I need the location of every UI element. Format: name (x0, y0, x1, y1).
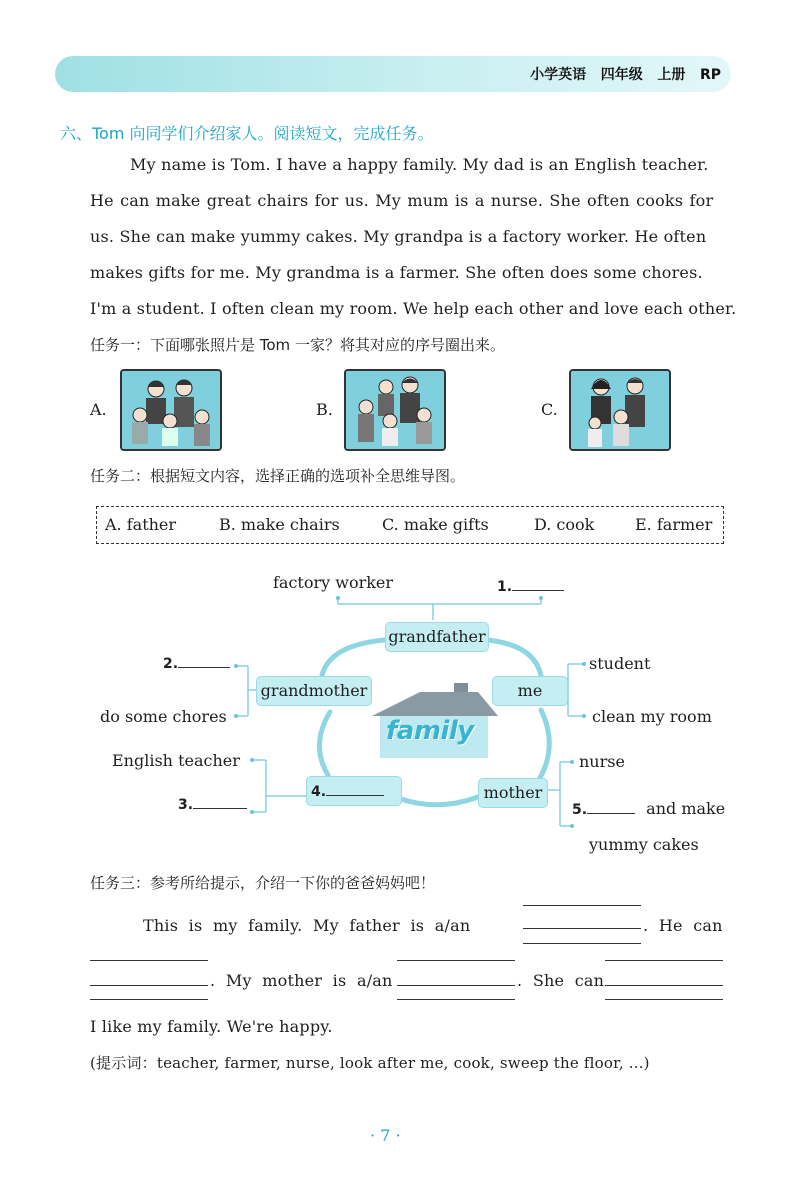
passage-line-5: I'm a student. I often clean my room. We help each other and love each other. (90, 299, 737, 318)
task3-hint: (提示词：teacher, farmer, nurse, look after me, cook, sweep the floor, ...) (90, 1054, 650, 1072)
option-c-label[interactable]: C. (541, 400, 558, 419)
writing-line (523, 943, 641, 944)
blank-4-number: 4. (311, 784, 327, 800)
task3-title: 任务三：参考所给提示，介绍一下你的爸爸妈妈吧！ (90, 874, 436, 892)
choice-c: C. make gifts (382, 515, 489, 534)
task3-line2-a: . My mother is a/an (210, 971, 393, 990)
blank-3-number: 3. (178, 797, 194, 813)
leaf-do-chores: do some chores (100, 707, 227, 726)
passage-line-2: He can make great chairs for us. My mum is a nurse. She often cooks for (90, 191, 714, 210)
blank-1-number: 1. (497, 579, 513, 595)
option-a-label[interactable]: A. (90, 400, 107, 419)
mindmap-center: family (386, 716, 474, 746)
writing-line[interactable] (397, 985, 515, 986)
leaf-blank-5[interactable] (572, 799, 725, 818)
passage-line-3: us. She can make yummy cakes. My grandpa is a factory worker. He often (90, 227, 707, 246)
blank-1[interactable] (512, 590, 564, 591)
section-title: 六、Tom 向同学们介绍家人。阅读短文，完成任务。 (60, 124, 434, 143)
page-number: · 7 · (370, 1126, 401, 1145)
leaf-factory-worker: factory worker (273, 573, 394, 592)
task3-line1-b: . He can (643, 916, 723, 935)
blank-5[interactable] (587, 813, 635, 814)
leaf-english-teacher: English teacher (112, 751, 240, 770)
node-mother: mother (478, 778, 548, 808)
leaf-student: student (589, 654, 651, 673)
writing-line (605, 999, 723, 1000)
blank-3[interactable] (193, 808, 247, 809)
task3-line1-a: This is my family. My father is a/an (143, 916, 471, 935)
writing-line (397, 999, 515, 1000)
choice-e: E. farmer (635, 515, 713, 534)
node-grandmother: grandmother (256, 676, 372, 706)
writing-line[interactable] (523, 928, 641, 929)
option-b-label[interactable]: B. (316, 400, 333, 419)
task2-title: 任务二：根据短文内容，选择正确的选项补全思维导图。 (90, 467, 466, 485)
leaf-nurse: nurse (579, 752, 625, 771)
writing-line (90, 960, 208, 961)
node-me: me (492, 676, 568, 706)
leaf-yummy-cakes: yummy cakes (589, 835, 699, 854)
writing-line[interactable] (605, 985, 723, 986)
node-father-blank[interactable] (306, 776, 402, 806)
blank-5-number: 5. (572, 802, 588, 818)
blank-2-number: 2. (163, 656, 179, 672)
leaf-clean-room: clean my room (592, 707, 712, 726)
choice-a: A. father (105, 515, 177, 534)
choice-b: B. make chairs (219, 515, 340, 534)
writing-line (397, 960, 515, 961)
task3-line3: I like my family. We're happy. (90, 1017, 333, 1036)
choice-d: D. cook (534, 515, 595, 534)
writing-line (605, 960, 723, 961)
leaf-blank-3[interactable] (178, 794, 247, 813)
leaf-and-make: and make (646, 799, 726, 818)
blank-2[interactable] (178, 667, 230, 668)
writing-line (90, 999, 208, 1000)
leaf-blank-1[interactable] (497, 576, 564, 595)
header-text: 小学英语 四年级 上册 RP (530, 67, 721, 83)
leaf-blank-2[interactable] (163, 653, 230, 672)
blank-4[interactable] (326, 795, 384, 796)
task1-title: 任务一：下面哪张照片是 Tom 一家？将其对应的序号圈出来。 (90, 336, 505, 354)
writing-line (523, 905, 641, 906)
passage-line-1: My name is Tom. I have a happy family. My dad is an English teacher. (130, 155, 709, 174)
passage-line-4: makes gifts for me. My grandma is a farmer. She often does some chores. (90, 263, 703, 282)
writing-line[interactable] (90, 985, 208, 986)
node-grandfather: grandfather (385, 622, 489, 652)
task3-line2-b: . She can (517, 971, 605, 990)
